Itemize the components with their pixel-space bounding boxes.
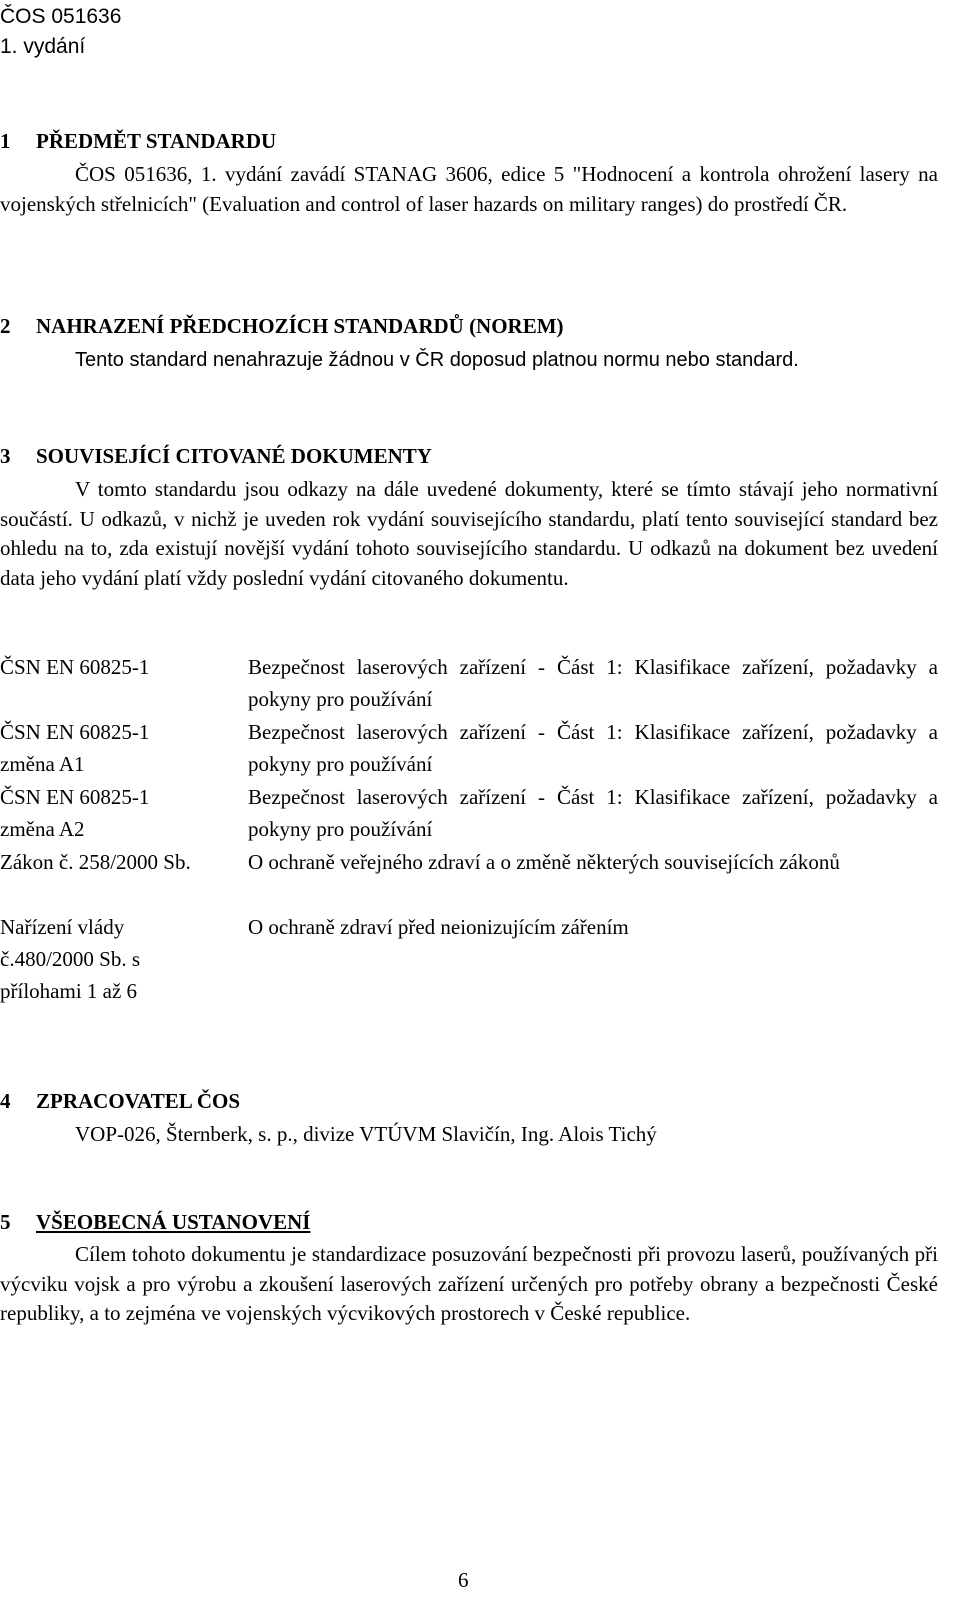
doc-5-code: Nařízení vlády č.480/2000 Sb. s přílohami 1 až 6	[0, 915, 141, 1003]
section-4-title: ZPRACOVATEL ČOS	[36, 1089, 241, 1113]
section-2-text: Tento standard nenahrazuje žádnou v ČR doposud platnou normu nebo standard.	[75, 349, 799, 371]
doc-5-title: O ochraně zdraví před neionizujícím zářením	[248, 915, 629, 939]
page-number: 6	[458, 1568, 469, 1592]
section-1-heading	[0, 126, 276, 156]
doc-1-code: ČSN EN 60825-1	[0, 655, 150, 679]
section-3-number: 3	[0, 444, 11, 468]
document-code: ČOS 051636	[0, 5, 122, 28]
section-4-number: 4	[0, 1089, 11, 1113]
section-5-text: Cílem tohoto dokumentu je standardizace posuzování bezpečnosti při provozu laserů, používaných při výcviku vojsk a pro výrobu a zkoušení laserových zařízení určených pro potřeby obrany a bezpečnosti České republiky, a to zejména ve vojenských výcvikových prostorech v České republice.	[0, 1242, 938, 1325]
section-5-title: VŠEOBECNÁ USTANOVENÍ	[36, 1210, 311, 1234]
section-2-number: 2	[0, 314, 11, 338]
section-1-title: PŘEDMĚT STANDARDU	[36, 129, 277, 153]
doc-3-code: ČSN EN 60825-1 změna A2	[0, 785, 150, 841]
section-4-text: VOP-026, Šternberk, s. p., divize VTÚVM Slavičín, Ing. Alois Tichý	[75, 1122, 657, 1146]
section-3-heading	[0, 441, 432, 471]
section-1-number: 1	[0, 129, 11, 153]
section-4-heading	[0, 1086, 240, 1116]
doc-2-code: ČSN EN 60825-1 změna A1	[0, 720, 150, 776]
section-2-title: NAHRAZENÍ PŘEDCHOZÍCH STANDARDŮ (NOREM)	[36, 314, 564, 338]
doc-4-code: Zákon č. 258/2000 Sb.	[0, 850, 191, 874]
section-2-heading	[0, 311, 564, 341]
section-3-title: SOUVISEJÍCÍ CITOVANÉ DOKUMENTY	[36, 444, 432, 468]
doc-1-title: Bezpečnost laserových zařízení - Část 1: Klasifikace zařízení, požadavky a pokyny pro používání	[248, 655, 938, 711]
edition-label: 1. vydání	[0, 35, 86, 58]
doc-4-title: O ochraně veřejného zdraví a o změně některých souvisejících zákonů	[248, 850, 840, 874]
section-5-number: 5	[0, 1210, 11, 1234]
doc-3-title: Bezpečnost laserových zařízení - Část 1: Klasifikace zařízení, požadavky a pokyny pro používání	[248, 785, 938, 841]
section-1-text: ČOS 051636, 1. vydání zavádí STANAG 3606, edice 5 "Hodnocení a kontrola ohrožení lasery na vojenských střelnicích" (Evaluation and control of laser hazards on military ranges) do prostředí ČR.	[0, 162, 938, 216]
section-5-heading	[0, 1207, 310, 1237]
section-3-text: V tomto standardu jsou odkazy na dále uvedené dokumenty, které se tímto stávají jeho normativní součástí. U odkazů, v nichž je uveden rok vydání souvisejícího standardu, platí tento související standard bez ohledu na to, zda existují novější vydání tohoto souvisejícího standardu. U odkazů na dokument bez uvedení data jeho vydání platí vždy poslední vydání citovaného dokumentu.	[0, 477, 938, 590]
doc-2-title: Bezpečnost laserových zařízení - Část 1: Klasifikace zařízení, požadavky a pokyny pro používání	[248, 720, 938, 776]
